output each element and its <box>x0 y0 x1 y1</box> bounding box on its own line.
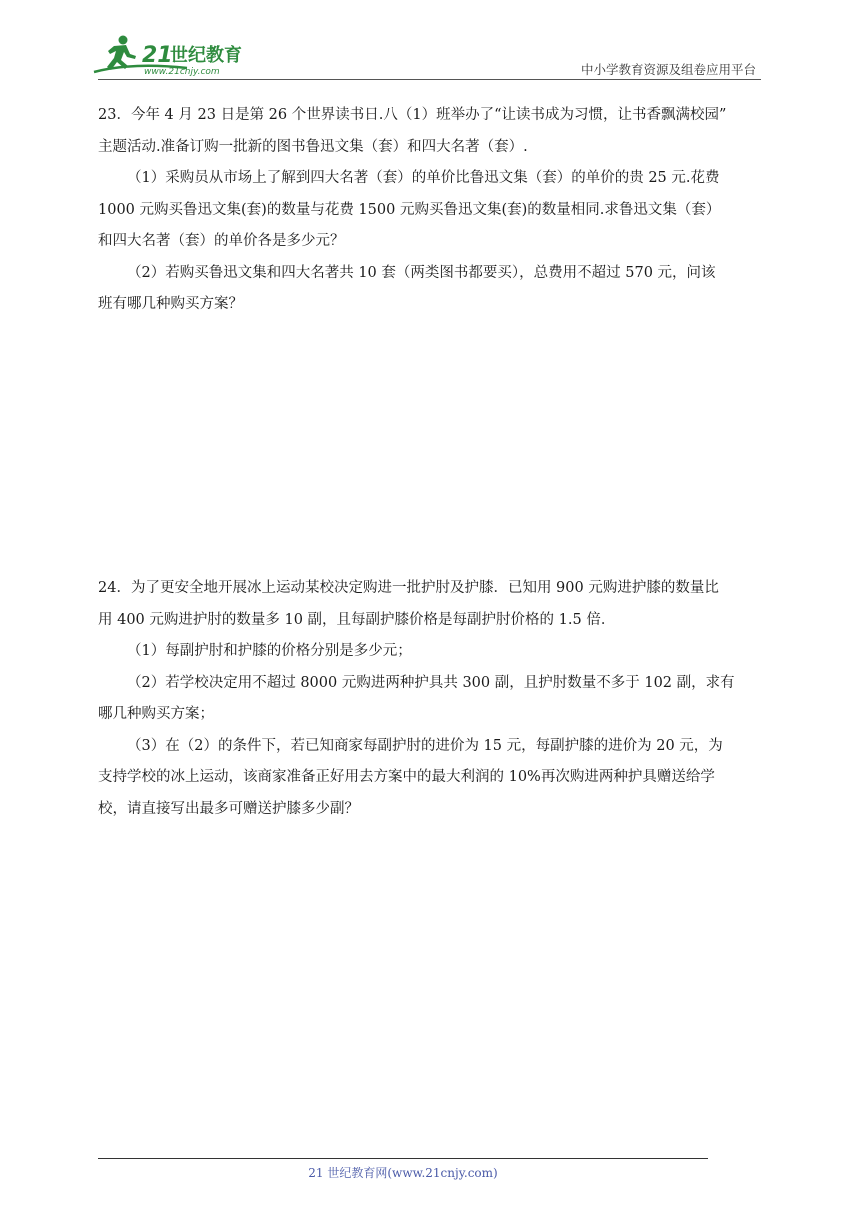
question-24 <box>98 573 766 825</box>
footer-divider <box>98 1158 708 1159</box>
q23-part1-line2: 1000 元购买鲁迅文集(套)的数量与花费 1500 元购买鲁迅文集(套)的数量相同.求鲁迅文集（套） <box>98 201 721 218</box>
q23-line2: 主题活动.准备订购一批新的图书鲁迅文集（套）和四大名著（套）. <box>98 138 528 155</box>
q24-part3-line3: 校，请直接写出最多可赠送护膝多少副？ <box>98 800 359 817</box>
q24-part3-line1: （3）在（2）的条件下，若已知商家每副护肘的进价为 15 元，每副护膝的进价为 20 元，为 <box>127 737 723 754</box>
q23-part1-line3: 和四大名著（套）的单价各是多少元？ <box>98 233 345 249</box>
header-platform-text: 中小学教育资源及组卷应用平台 <box>580 62 756 77</box>
footer-link[interactable]: 21 世纪教育网(www.21cnjy.com) <box>308 1166 498 1180</box>
q24-line1: 24．为了更安全地开展冰上运动某校决定购进一批护肘及护膝．已知用 900 元购进护膝的数量比 <box>98 580 719 596</box>
question-23 <box>98 100 766 321</box>
q23-line1: 23．今年 4 月 23 日是第 26 个世界读书日.八（1）班举办了“让读书成为习惯，让书香飘满校园” <box>98 107 727 123</box>
q23-part2-line1: （2）若购买鲁迅文集和四大名著共 10 套（两类图书都要买），总费用不超过 570 元，问该 <box>127 264 716 281</box>
q24-part2-line2: 哪几种购买方案； <box>98 706 214 722</box>
q23-part1-line1: （1）采购员从市场上了解到四大名著（套）的单价比鲁迅文集（套）的单价的贵 25 元.花费 <box>127 170 720 186</box>
site-logo <box>92 32 262 78</box>
svg-text:www.21cnjy.com: www.21cnjy.com <box>144 67 220 77</box>
svg-text:世纪教育: 世纪教育 <box>170 45 242 66</box>
runner-icon <box>107 36 136 71</box>
q23-part2-line2: 班有哪几种购买方案？ <box>98 296 243 312</box>
q24-line2: 用 400 元购进护肘的数量多 10 副，且每副护膝价格是每副护肘价格的 1.5 倍． <box>98 611 616 628</box>
q24-part1: （1）每副护肘和护膝的价格分别是多少元； <box>127 643 412 659</box>
header-divider <box>98 79 761 80</box>
q24-part3-line2: 支持学校的冰上运动，该商家准备正好用去方案中的最大利润的 10%再次购进两种护具赠送给学 <box>98 769 715 785</box>
q24-part2-line1: （2）若学校决定用不超过 8000 元购进两种护具共 300 副，且护肘数量不多于 102 副，求有 <box>127 674 735 691</box>
page-header <box>0 0 860 82</box>
svg-text:21: 21 <box>142 43 173 68</box>
